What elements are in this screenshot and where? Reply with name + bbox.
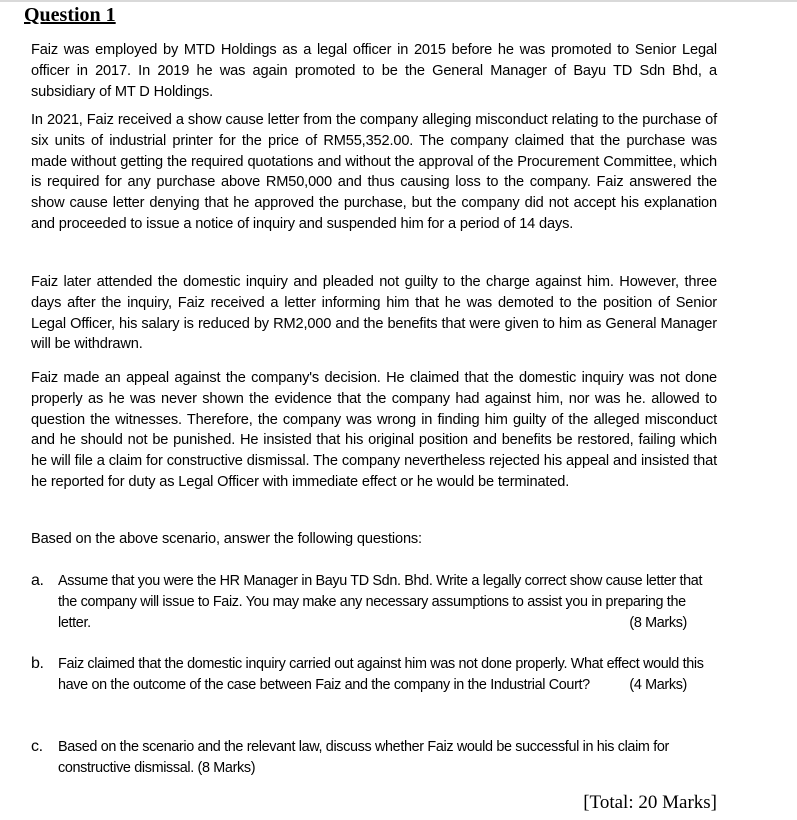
question-letter: a. [31,572,44,589]
question-a [31,571,717,633]
question-b [31,654,717,696]
total-marks: [Total: 20 Marks] [583,792,717,813]
paragraph-domestic-inquiry: Faiz later attended the domestic inquiry and pleaded not guilty to the charge against him. However, three days after the inquiry, Faiz received a letter informing him that he was demoted to the position of Senior Legal Officer, his salary is reduced by RM2,000 and the benefits that were given to him as General Manager will be withdrawn. [31,274,717,353]
question-text: Based on the scenario and the relevant law, discuss whether Faiz would be successful in his claim for constructive dismissal. (8 Marks) [58,739,669,776]
question-marks: (8 Marks) [629,614,687,631]
question-marks: (4 Marks) [629,676,687,693]
paragraph-instructions: Based on the above scenario, answer the following questions: [31,531,422,547]
question-c [31,737,717,779]
paragraph-background: Faiz was employed by MTD Holdings as a legal officer in 2015 before he was promoted to Senior Legal officer in 2017. In 2019 he was again promoted to be the General Manager of Bayu TD Sdn Bhd, a subsidiary of MT D Holdings. [31,42,717,100]
question-letter: b. [31,655,44,672]
paragraph-appeal: Faiz made an appeal against the company's decision. He claimed that the domestic inquiry was not done properly as he was never shown the evidence that the company had against him, nor was he. allowed to question the witnesses. Therefore, the company was wrong in finding him guilty of the alleged misconduct and he should not be punished. He insisted that his original position and benefits be restored, failing which he will file a claim for constructive dismissal. The company nevertheless rejected his appeal and insisted that he reported for duty as Legal Officer with immediate effect or he would be terminated. [31,370,717,490]
question-letter: c. [31,738,43,755]
question-text: Assume that you were the HR Manager in Bayu TD Sdn. Bhd. Write a legally correct show cause letter that the company will issue to Faiz. You may make any necessary assumptions to assist you in preparing the letter. [58,573,703,631]
question-title: Question 1 [24,4,116,26]
paragraph-show-cause: In 2021, Faiz received a show cause letter from the company alleging misconduct relating to the purchase of six units of industrial printer for the price of RM55,352.00. The company claimed that the purchase was made without getting the required quotations and without the approval of the Procurement Committee, which is required for any purchase above RM50,000 and thus causing loss to the company. Faiz answered the show cause letter denying that he approved the purchase, but the company did not accept his explanation and proceeded to issue a notice of inquiry and suspended him for a period of 14 days. [31,112,717,232]
question-text: Faiz claimed that the domestic inquiry carried out against him was not done properly. What effect would this have on the outcome of the case between Faiz and the company in the Industrial Court? [58,656,704,693]
